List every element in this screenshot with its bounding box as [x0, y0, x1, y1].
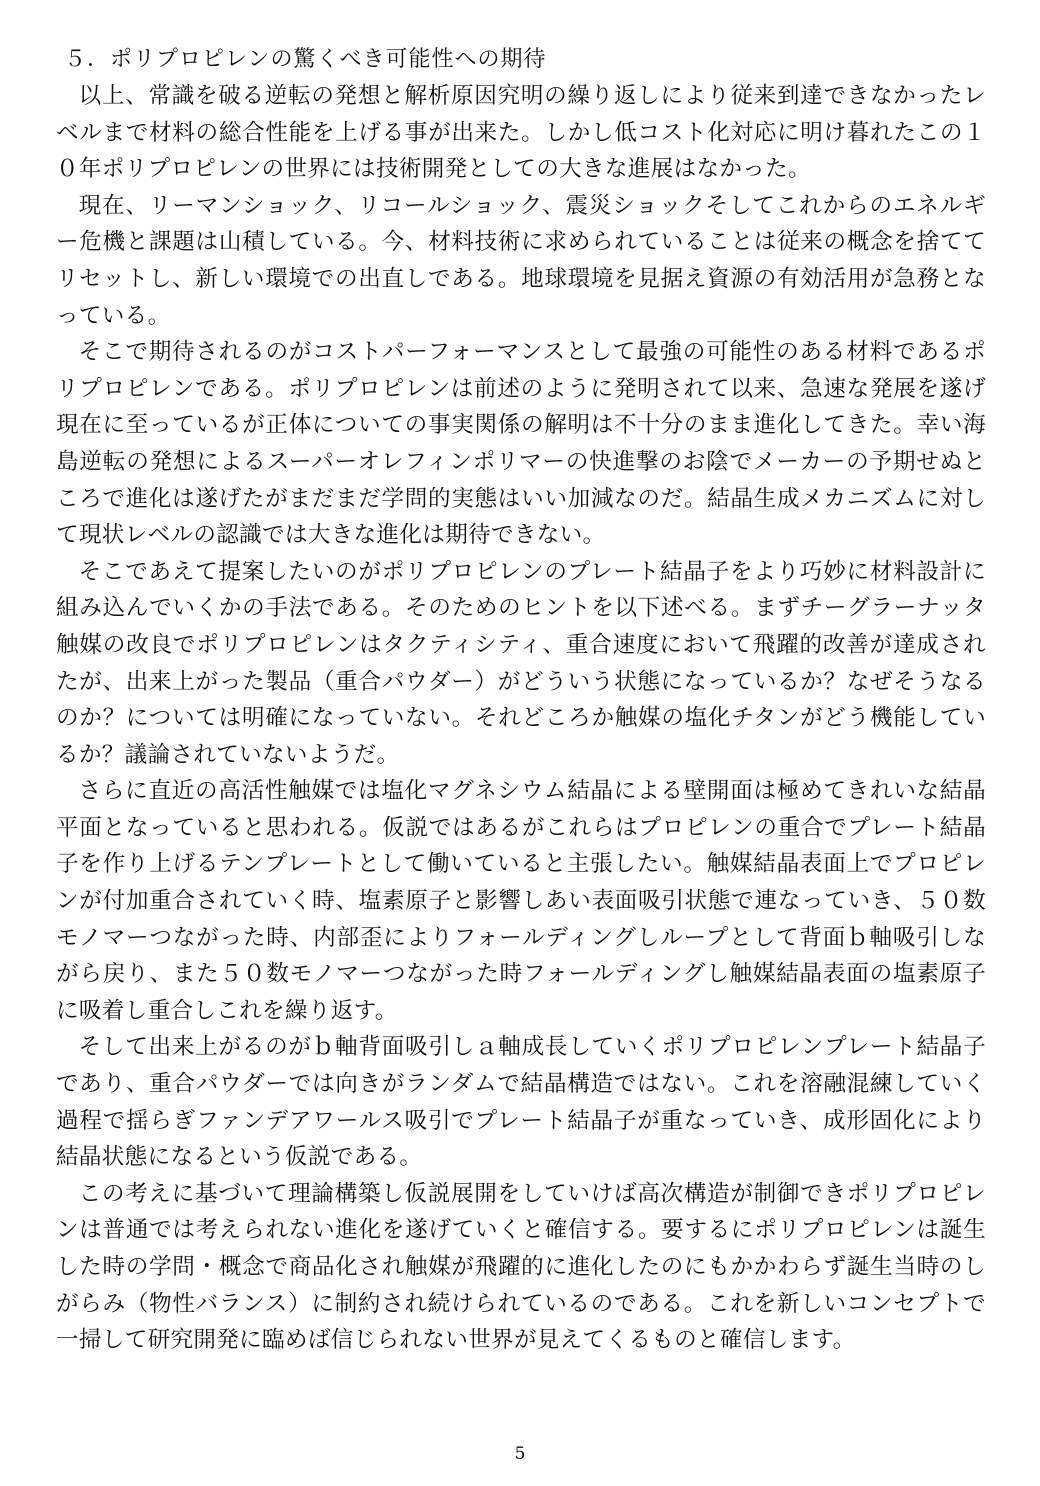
paragraph-7: この考えに基づいて理論構築し仮説展開をしていけば高次構造が制御できポリプロピレンは普通では考えられない進化を遂げていくと確信する。要するにポリプロピレンは誕生した時の学問・概念で商品化され触媒が飛躍的に進化したのにもかかわらず誕生当時のしがらみ（物性バランス）に制約され続けられているのである。これを新しいコンセプトで一掃して研究開発に臨めば信じられない世界が見えてくるものと確信します。	[56, 1180, 986, 1354]
paragraph-5: さらに直近の高活性触媒では塩化マグネシウム結晶による壁開面は極めてきれいな結晶平面となっていると思われる。仮説ではあるがこれらはプロピレンの重合でプレート結晶子を作り上げるテンプレートとして働いていると主張したい。触媒結晶表面上でプロピレンが付加重合されていく時、塩素原子と影響しあい表面吸引状態で連なっていき、５０数モノマーつながった時、内部歪によりフォールディングしループとして背面ｂ軸吸引しながら戻り、また５０数モノマーつながった時フォールディングし触媒結晶表面の塩素原子に吸着し重合しこれを繰り返す。	[56, 778, 986, 1024]
document-body	[56, 42, 986, 1359]
paragraph-6: そして出来上がるのがｂ軸背面吸引しａ軸成長していくポリプロピレンプレート結晶子であり、重合パウダーでは向きがランダムで結晶構造ではない。これを溶融混練していく過程で揺らぎファンデアワールス吸引でプレート結晶子が重なっていき、成形固化により結晶状態になるという仮説である。	[56, 1034, 986, 1171]
paragraph-3: そこで期待されるのがコストパーフォーマンスとして最強の可能性のある材料であるポリプロピレンである。ポリプロピレンは前述のように発明されて以来、急速な発展を遂げ現在に至っているが正体についての事実関係の解明は不十分のまま進化してきた。幸い海島逆転の発想によるスーパーオレフィンポリマーの快進撃のお陰でメーカーの予期せぬところで進化は遂げたがまだまだ学問的実態はいい加減なのだ。結晶生成メカニズムに対して現状レベルの認識では大きな進化は期待できない。	[56, 339, 986, 549]
page-number: 5	[514, 1444, 526, 1464]
paragraph-2: 現在、リーマンショック、リコールショック、震災ショックそしてこれからのエネルギー危機と課題は山積している。今、材料技術に求められていることは従来の概念を捨ててリセットし、新しい環境での出直しである。地球環境を見据え資源の有効活用が急務となっている。	[56, 192, 986, 329]
paragraph-4: そこであえて提案したいのがポリプロピレンのプレート結晶子をより巧妙に材料設計に組み込んでいくかの手法である。そのためのヒントを以下述べる。まずチーグラーナッタ触媒の改良でポリプロピレンはタクティシティ、重合速度において飛躍的改善が達成されたが、出来上がった製品（重合パウダー）がどういう状態になっているか？なぜそうなるのか？については明確になっていない。それどころか触媒の塩化チタンがどう機能しているか？議論されていないようだ。	[56, 558, 986, 768]
paragraph-1: 以上、常識を破る逆転の発想と解析原因究明の繰り返しにより従来到達できなかったレベルまで材料の総合性能を上げる事が出来た。しかし低コスト化対応に明け暮れたこの１０年ポリプロピレンの世界には技術開発としての大きな進展はなかった。	[56, 83, 986, 183]
section-heading: ５．ポリプロピレンの驚くべき可能性への期待	[64, 47, 547, 72]
